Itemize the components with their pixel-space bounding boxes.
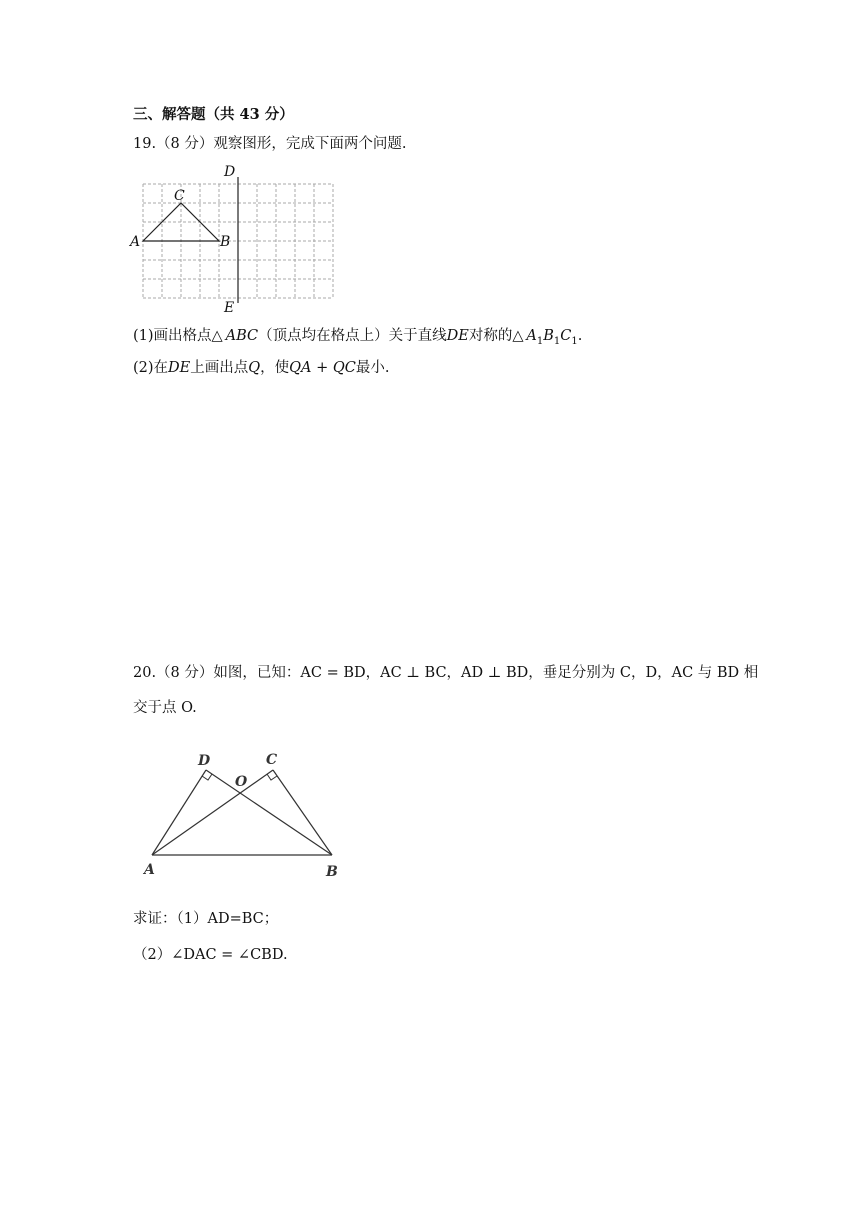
part1-prefix: (1)画出格点: [133, 328, 212, 344]
q19-part2: [133, 358, 389, 378]
q19-part1: [133, 326, 582, 352]
label-d: D: [224, 164, 236, 180]
label-d: D: [198, 753, 211, 769]
result-b-sub: 1: [553, 335, 561, 347]
label-o: O: [235, 774, 248, 790]
line-de-name: DE: [446, 328, 469, 344]
triangle-symbol-2: △: [512, 328, 524, 344]
segment-cb: [273, 770, 332, 855]
q19-header: 19.（8 分）观察图形，完成下面两个问题.: [133, 136, 407, 152]
section-title: 三、解答题（共 43 分）: [133, 106, 294, 123]
label-b: B: [326, 864, 338, 880]
result-b: B: [543, 328, 554, 344]
result-c: C: [560, 328, 572, 344]
segment-ad: [152, 770, 206, 855]
segment-ac: [152, 770, 273, 855]
label-a: A: [130, 234, 141, 250]
segment-db: [206, 770, 332, 855]
part2-line-de: DE: [168, 360, 191, 376]
label-b: B: [220, 234, 231, 250]
triangle-symbol: △: [211, 328, 223, 344]
point-q: Q: [248, 360, 261, 376]
expr-qa-qc: QA + QC: [289, 360, 356, 376]
q19-grid-figure: [128, 160, 343, 315]
label-c: C: [174, 188, 185, 204]
part2-prefix: (2)在: [133, 360, 169, 376]
part2-end: 最小.: [355, 360, 390, 376]
q20-proof1: 求证：（1）AD=BC；: [133, 911, 279, 927]
q20-line2: 交于点 O.: [133, 700, 197, 716]
label-a: A: [144, 862, 155, 878]
part2-middle: 上画出点: [190, 360, 249, 376]
part1-end: .: [577, 328, 583, 344]
part1-middle: （顶点均在格点上）关于直线: [258, 328, 447, 344]
part2-middle2: ，使: [260, 360, 290, 376]
q20-figure: [138, 745, 353, 885]
result-a-sub: 1: [536, 335, 544, 347]
q20-proof2: （2）∠DAC = ∠CBD.: [133, 947, 288, 963]
label-e: E: [224, 300, 235, 315]
result-c-sub: 1: [571, 335, 578, 347]
part1-middle2: 对称的: [468, 328, 513, 344]
right-angle-c: [267, 774, 277, 780]
label-c: C: [266, 752, 278, 768]
triangle-abc-name: ABC: [225, 328, 259, 344]
result-a: A: [526, 328, 537, 344]
q20-line1: 20.（8 分）如图，已知：AC = BD，AC ⊥ BC，AD ⊥ BD，垂足分别为 C，D，AC 与 BD 相: [133, 665, 759, 681]
